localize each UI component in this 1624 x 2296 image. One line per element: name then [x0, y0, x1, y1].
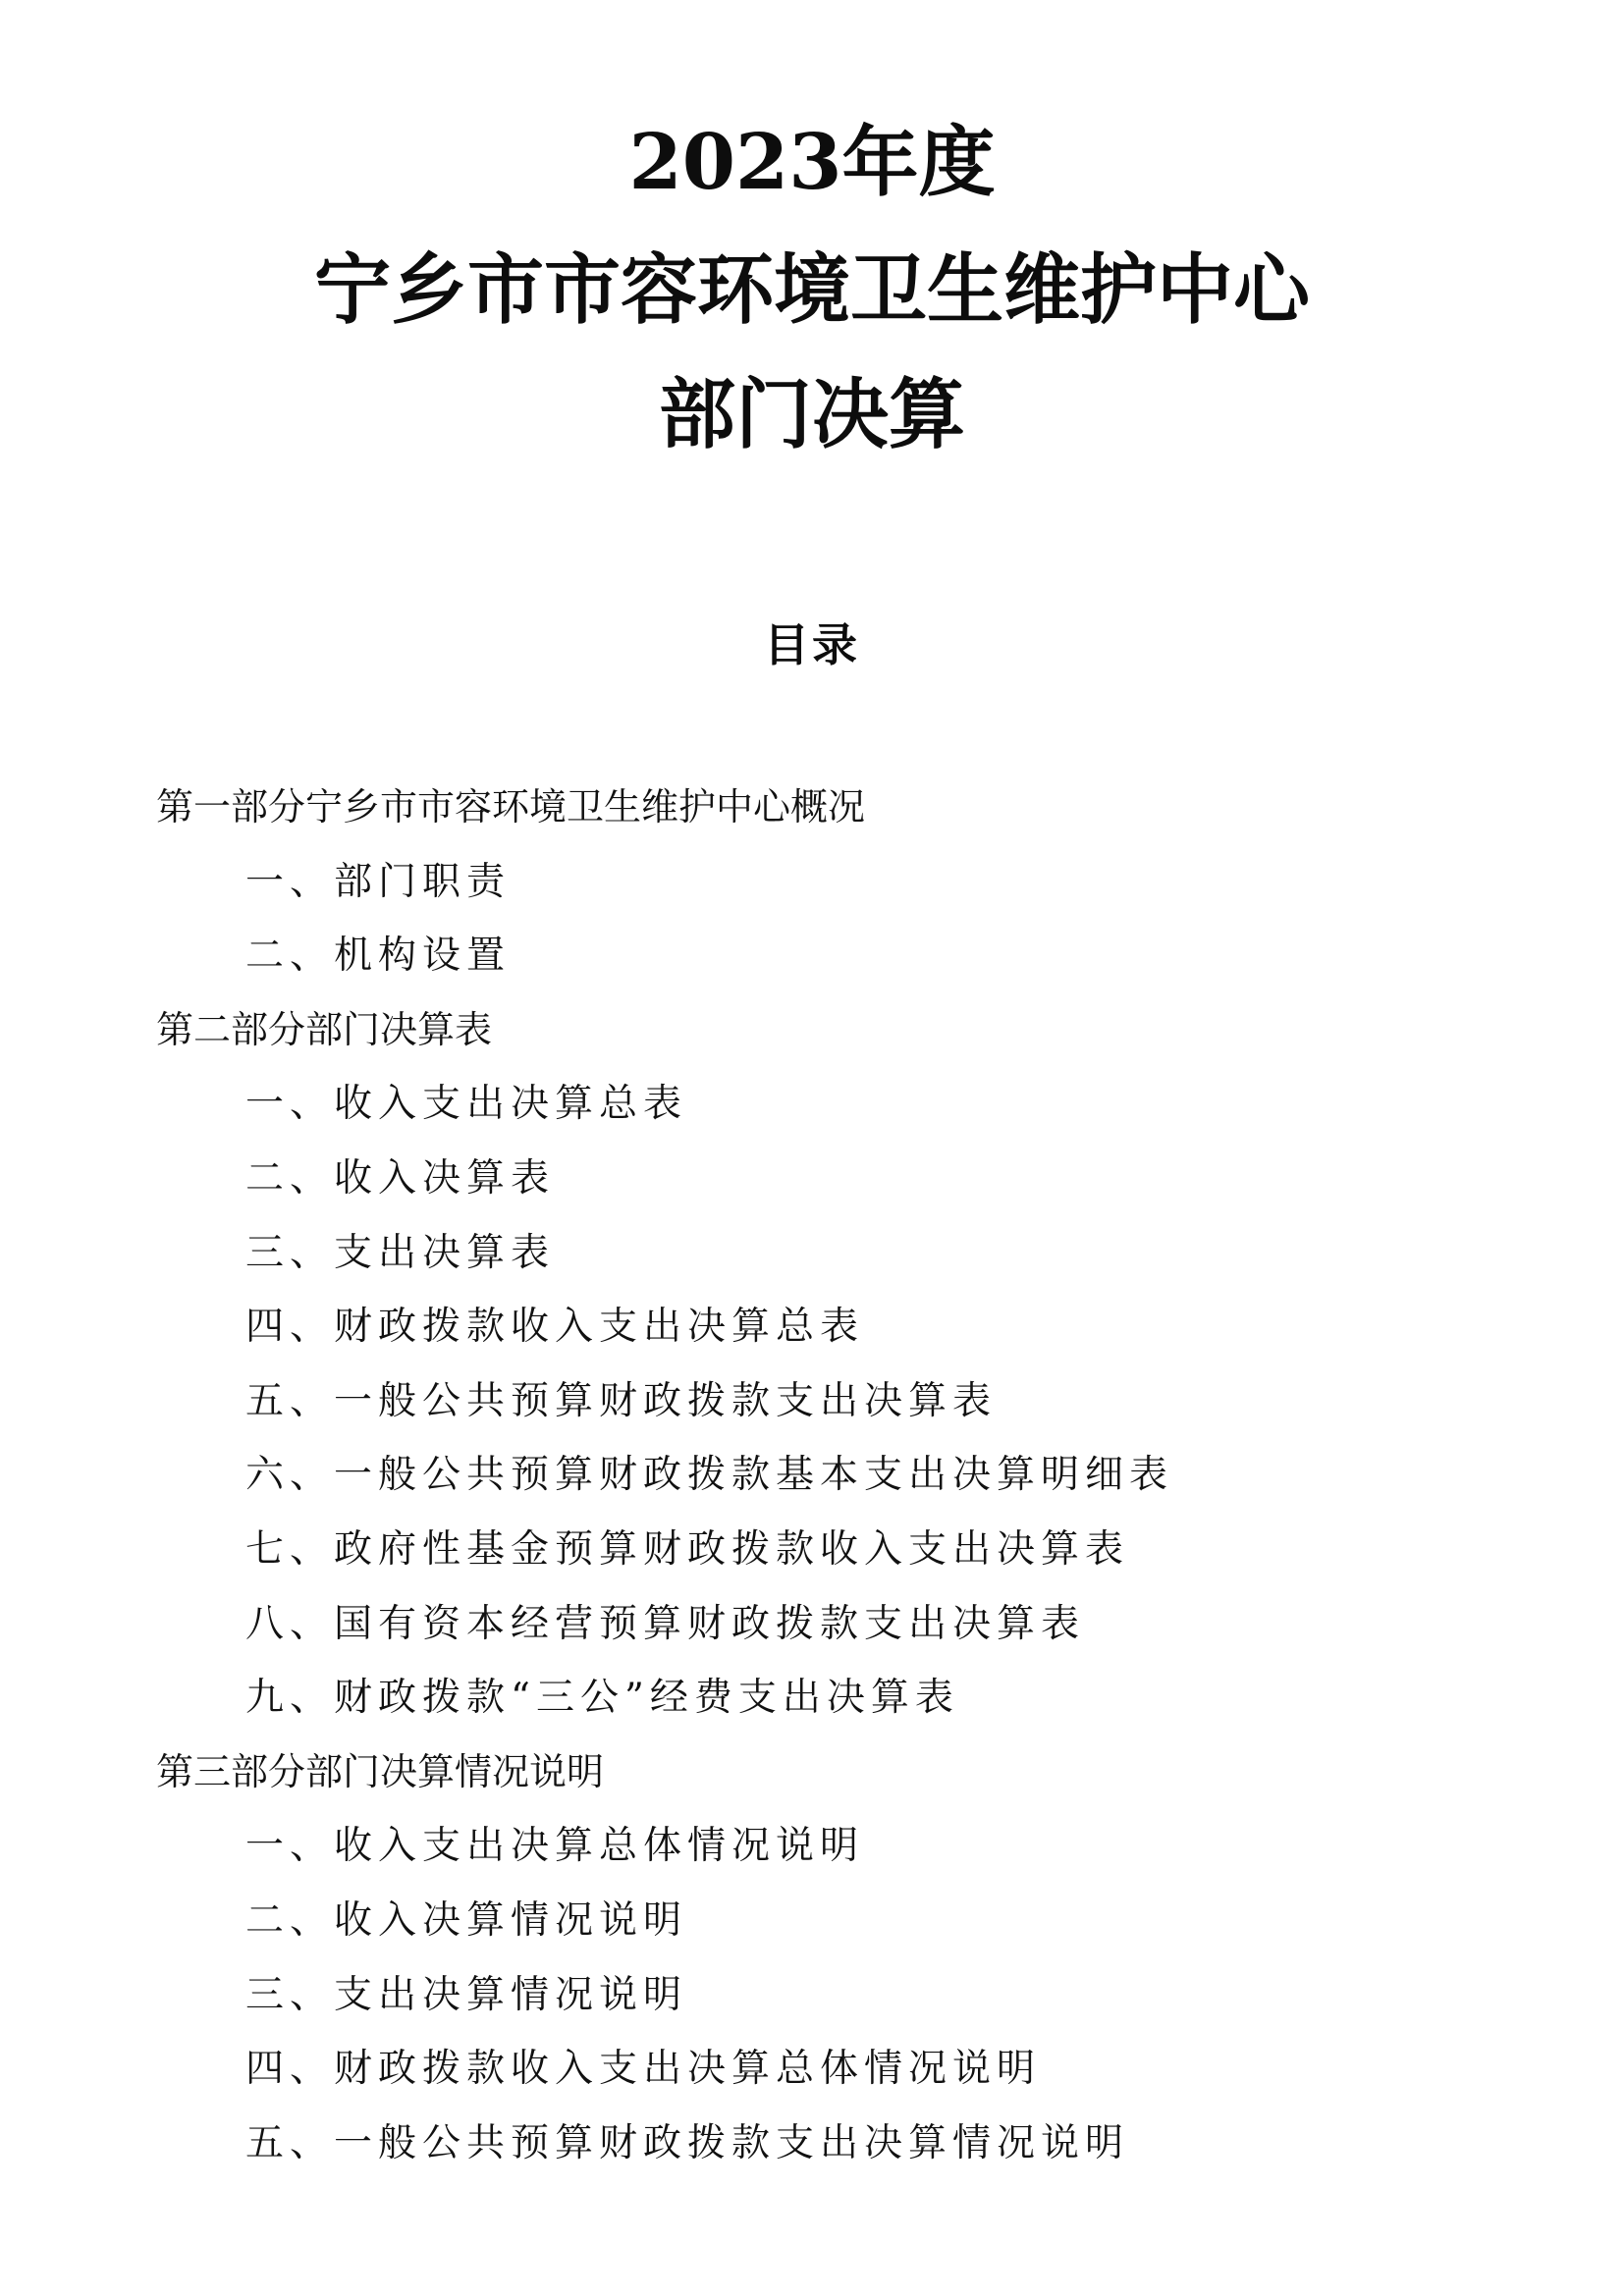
- toc-item: 一、收入支出决算总体情况说明: [245, 1824, 865, 1868]
- toc-item: 四、财政拨款收入支出决算总表: [245, 1305, 865, 1349]
- toc-item: 五、一般公共预算财政拨款支出决算表: [245, 1379, 998, 1423]
- toc-item: 二、收入决算表: [245, 1156, 556, 1201]
- toc-part-heading: 第三部分部门决算情况说明: [156, 1750, 605, 1793]
- toc-item: 七、政府性基金预算财政拨款收入支出决算表: [245, 1527, 1130, 1572]
- toc-item: 九、财政拨款“三公”经费支出决算表: [245, 1676, 959, 1720]
- toc-item: 三、支出决算表: [245, 1231, 556, 1275]
- toc-heading: 目录: [764, 618, 860, 671]
- title-report-type: 部门决算: [658, 370, 965, 459]
- title-year: 2023年度: [628, 118, 996, 207]
- toc-item: 一、收入支出决算总表: [245, 1082, 688, 1126]
- toc-item: 四、财政拨款收入支出决算总体情况说明: [245, 2047, 1042, 2091]
- toc-item: 八、国有资本经营预算财政拨款支出决算表: [245, 1602, 1086, 1646]
- toc-item: 五、一般公共预算财政拨款支出决算情况说明: [245, 2121, 1130, 2165]
- toc-item: 一、部门职责: [245, 860, 512, 904]
- toc-item: 二、收入决算情况说明: [245, 1898, 688, 1943]
- toc-part-heading: 第二部分部门决算表: [156, 1008, 493, 1051]
- toc-part-heading: 第一部分宁乡市市容环境卫生维护中心概况: [156, 785, 866, 828]
- title-organization: 宁乡市市容环境卫生维护中心: [313, 245, 1310, 335]
- toc-item: 三、支出决算情况说明: [245, 1973, 688, 2017]
- toc-item: 六、一般公共预算财政拨款基本支出决算明细表: [245, 1453, 1174, 1497]
- toc-item: 二、机构设置: [245, 934, 512, 978]
